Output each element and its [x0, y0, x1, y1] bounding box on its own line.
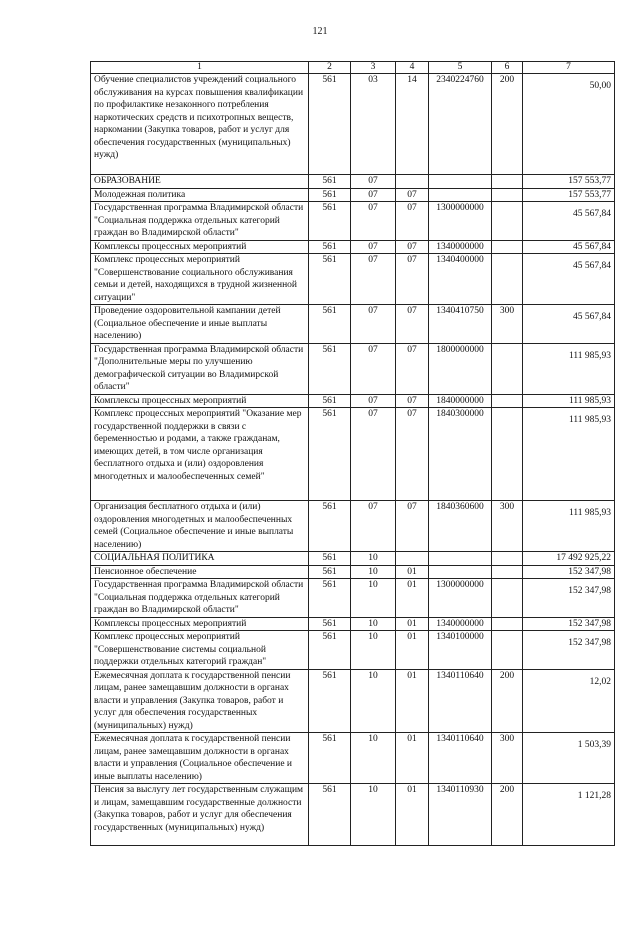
code-cell: 07	[351, 343, 396, 394]
code-cell: 1340110640	[429, 669, 492, 733]
table-row	[91, 394, 615, 408]
row-name-cell: Проведение оздоровительной кампании детей (Социальное обеспечение и иные выплаты населению)	[91, 305, 309, 344]
table-row	[91, 784, 615, 846]
row-name-cell: Комплекс процессных мероприятий "Совершенствование системы социальной поддержки отдельных категорий граждан"	[91, 631, 309, 670]
code-cell: 01	[396, 733, 429, 784]
code-cell: 1340110640	[429, 733, 492, 784]
code-cell: 07	[396, 202, 429, 241]
table-row	[91, 343, 615, 394]
code-cell: 01	[396, 617, 429, 631]
page-number: 121	[312, 26, 328, 37]
row-name-cell: Комплексы процессных мероприятий	[91, 240, 309, 254]
code-cell: 10	[351, 733, 396, 784]
table-row	[91, 733, 615, 784]
code-cell	[396, 552, 429, 566]
code-cell: 561	[309, 565, 351, 579]
table-row	[91, 501, 615, 552]
code-cell	[492, 188, 523, 202]
row-name-cell: Комплекс процессных мероприятий "Совершенствование социального обслуживания семьи и детей, находящихся в трудной жизненной ситуации"	[91, 254, 309, 305]
code-cell: 561	[309, 617, 351, 631]
code-cell: 07	[396, 394, 429, 408]
code-cell: 07	[396, 240, 429, 254]
amount-cell: 111 985,93	[523, 394, 615, 408]
code-cell: 561	[309, 394, 351, 408]
table-row	[91, 669, 615, 733]
amount-cell: 157 553,77	[523, 188, 615, 202]
row-name-cell: Ежемесячная доплата к государственной пенсии лицам, ранее замещавшим должности в органах власти и управления (Социальное обеспечение и иные выплаты населению)	[91, 733, 309, 784]
column-number-row	[91, 62, 615, 74]
code-cell: 07	[351, 202, 396, 241]
code-cell: 1340100000	[429, 631, 492, 670]
code-cell: 07	[351, 501, 396, 552]
code-cell: 10	[351, 631, 396, 670]
amount-cell: 45 567,84	[523, 202, 615, 241]
code-cell	[492, 202, 523, 241]
code-cell: 10	[351, 565, 396, 579]
code-cell: 561	[309, 202, 351, 241]
code-cell	[492, 240, 523, 254]
code-cell	[396, 175, 429, 189]
code-cell: 561	[309, 254, 351, 305]
code-cell: 561	[309, 631, 351, 670]
amount-cell: 152 347,98	[523, 617, 615, 631]
code-cell: 14	[396, 74, 429, 175]
code-cell	[429, 188, 492, 202]
code-cell	[492, 408, 523, 501]
amount-cell: 1 121,28	[523, 784, 615, 846]
code-cell: 07	[351, 188, 396, 202]
code-cell: 01	[396, 631, 429, 670]
column-header: 6	[492, 62, 523, 74]
code-cell: 07	[396, 305, 429, 344]
amount-cell: 1 503,39	[523, 733, 615, 784]
table-row	[91, 579, 615, 618]
code-cell	[429, 565, 492, 579]
code-cell: 561	[309, 408, 351, 501]
code-cell	[492, 565, 523, 579]
code-cell: 561	[309, 188, 351, 202]
code-cell: 07	[396, 188, 429, 202]
code-cell	[429, 175, 492, 189]
code-cell: 200	[492, 669, 523, 733]
amount-cell: 152 347,98	[523, 631, 615, 670]
table-row	[91, 552, 615, 566]
table-row	[91, 74, 615, 175]
code-cell	[492, 552, 523, 566]
code-cell	[492, 579, 523, 618]
code-cell: 561	[309, 733, 351, 784]
amount-cell: 45 567,84	[523, 305, 615, 344]
code-cell: 10	[351, 669, 396, 733]
code-cell: 1840000000	[429, 394, 492, 408]
table-row	[91, 631, 615, 670]
code-cell	[492, 343, 523, 394]
code-cell: 300	[492, 501, 523, 552]
code-cell	[429, 552, 492, 566]
table-row	[91, 408, 615, 501]
code-cell: 1840300000	[429, 408, 492, 501]
table-row	[91, 565, 615, 579]
column-header: 7	[523, 62, 615, 74]
code-cell: 1300000000	[429, 202, 492, 241]
amount-cell: 157 553,77	[523, 175, 615, 189]
code-cell	[492, 254, 523, 305]
row-name-cell: Комплекс процессных мероприятий "Оказание мер государственной поддержки в связи с беременностью и родами, а также гражданам, имеющих детей, в том числе организация бесплатного отдыха и (или) оздоровления многодетных и малообеспеченных семей"	[91, 408, 309, 501]
amount-cell: 50,00	[523, 74, 615, 175]
code-cell: 1800000000	[429, 343, 492, 394]
code-cell: 07	[351, 175, 396, 189]
code-cell: 10	[351, 579, 396, 618]
code-cell: 07	[351, 408, 396, 501]
amount-cell: 17 492 925,22	[523, 552, 615, 566]
code-cell: 200	[492, 74, 523, 175]
column-header: 2	[309, 62, 351, 74]
row-name-cell: Комплексы процессных мероприятий	[91, 394, 309, 408]
table-row	[91, 240, 615, 254]
table-row	[91, 254, 615, 305]
table-row	[91, 305, 615, 344]
code-cell: 561	[309, 74, 351, 175]
code-cell: 07	[351, 305, 396, 344]
amount-cell: 152 347,98	[523, 565, 615, 579]
amount-cell: 111 985,93	[523, 343, 615, 394]
code-cell	[492, 631, 523, 670]
row-name-cell: Пенсионное обеспечение	[91, 565, 309, 579]
table-row	[91, 202, 615, 241]
code-cell: 300	[492, 305, 523, 344]
column-header: 5	[429, 62, 492, 74]
code-cell: 07	[396, 501, 429, 552]
code-cell: 561	[309, 305, 351, 344]
code-cell: 561	[309, 579, 351, 618]
table-row	[91, 175, 615, 189]
code-cell: 01	[396, 669, 429, 733]
row-name-cell: Пенсия за выслугу лет государственным служащим и лицам, замещавшим государственные должности (Закупка товаров, работ и услуг для обеспечения государственных (муниципальных) нужд)	[91, 784, 309, 846]
code-cell: 01	[396, 784, 429, 846]
code-cell: 07	[396, 343, 429, 394]
row-name-cell: Комплексы процессных мероприятий	[91, 617, 309, 631]
code-cell: 07	[396, 408, 429, 501]
budget-table	[90, 61, 615, 846]
code-cell	[492, 394, 523, 408]
table-row	[91, 617, 615, 631]
code-cell: 01	[396, 579, 429, 618]
code-cell: 561	[309, 175, 351, 189]
amount-cell: 152 347,98	[523, 579, 615, 618]
code-cell: 561	[309, 669, 351, 733]
row-name-cell: Молодежная политика	[91, 188, 309, 202]
row-name-cell: Ежемесячная доплата к государственной пенсии лицам, ранее замещавшим должности в органах власти и управления (Закупка товаров, работ и услуг для обеспечения государственных (муниципальных) нужд)	[91, 669, 309, 733]
row-name-cell: Государственная программа Владимирской области "Социальная поддержка отдельных категорий граждан во Владимирской области"	[91, 202, 309, 241]
code-cell: 300	[492, 733, 523, 784]
code-cell: 200	[492, 784, 523, 846]
column-header: 4	[396, 62, 429, 74]
code-cell: 10	[351, 784, 396, 846]
amount-cell: 111 985,93	[523, 501, 615, 552]
code-cell: 561	[309, 552, 351, 566]
code-cell: 1300000000	[429, 579, 492, 618]
code-cell: 1340400000	[429, 254, 492, 305]
code-cell: 1340000000	[429, 617, 492, 631]
code-cell: 1340110930	[429, 784, 492, 846]
code-cell: 01	[396, 565, 429, 579]
amount-cell: 111 985,93	[523, 408, 615, 501]
code-cell	[492, 175, 523, 189]
code-cell: 07	[351, 394, 396, 408]
code-cell: 561	[309, 784, 351, 846]
amount-cell: 45 567,84	[523, 254, 615, 305]
row-name-cell: Организация бесплатного отдыха и (или) оздоровления многодетных и малообеспеченных семей (Социальное обеспечение и иные выплаты населению)	[91, 501, 309, 552]
row-name-cell: Обучение специалистов учреждений социального обслуживания на курсах повышения квалификации по профилактике незаконного потребления наркотических средств и психотропных веществ, наркомании (Закупка товаров, работ и услуг для обеспечения государственных (муниципальных) нужд)	[91, 74, 309, 175]
code-cell: 561	[309, 343, 351, 394]
code-cell: 07	[396, 254, 429, 305]
column-header: 1	[91, 62, 309, 74]
column-header: 3	[351, 62, 396, 74]
row-name-cell: СОЦИАЛЬНАЯ ПОЛИТИКА	[91, 552, 309, 566]
code-cell: 10	[351, 617, 396, 631]
row-name-cell: ОБРАЗОВАНИЕ	[91, 175, 309, 189]
code-cell: 10	[351, 552, 396, 566]
code-cell: 1340410750	[429, 305, 492, 344]
code-cell	[492, 617, 523, 631]
table-row	[91, 188, 615, 202]
code-cell: 561	[309, 240, 351, 254]
row-name-cell: Государственная программа Владимирской области "Дополнительные меры по улучшению демографической ситуации во Владимирской области"	[91, 343, 309, 394]
row-name-cell: Государственная программа Владимирской области "Социальная поддержка отдельных категорий граждан во Владимирской области"	[91, 579, 309, 618]
code-cell: 03	[351, 74, 396, 175]
code-cell: 2340224760	[429, 74, 492, 175]
amount-cell: 12,02	[523, 669, 615, 733]
code-cell: 1340000000	[429, 240, 492, 254]
code-cell: 07	[351, 240, 396, 254]
code-cell: 561	[309, 501, 351, 552]
code-cell: 1840360600	[429, 501, 492, 552]
code-cell: 07	[351, 254, 396, 305]
amount-cell: 45 567,84	[523, 240, 615, 254]
